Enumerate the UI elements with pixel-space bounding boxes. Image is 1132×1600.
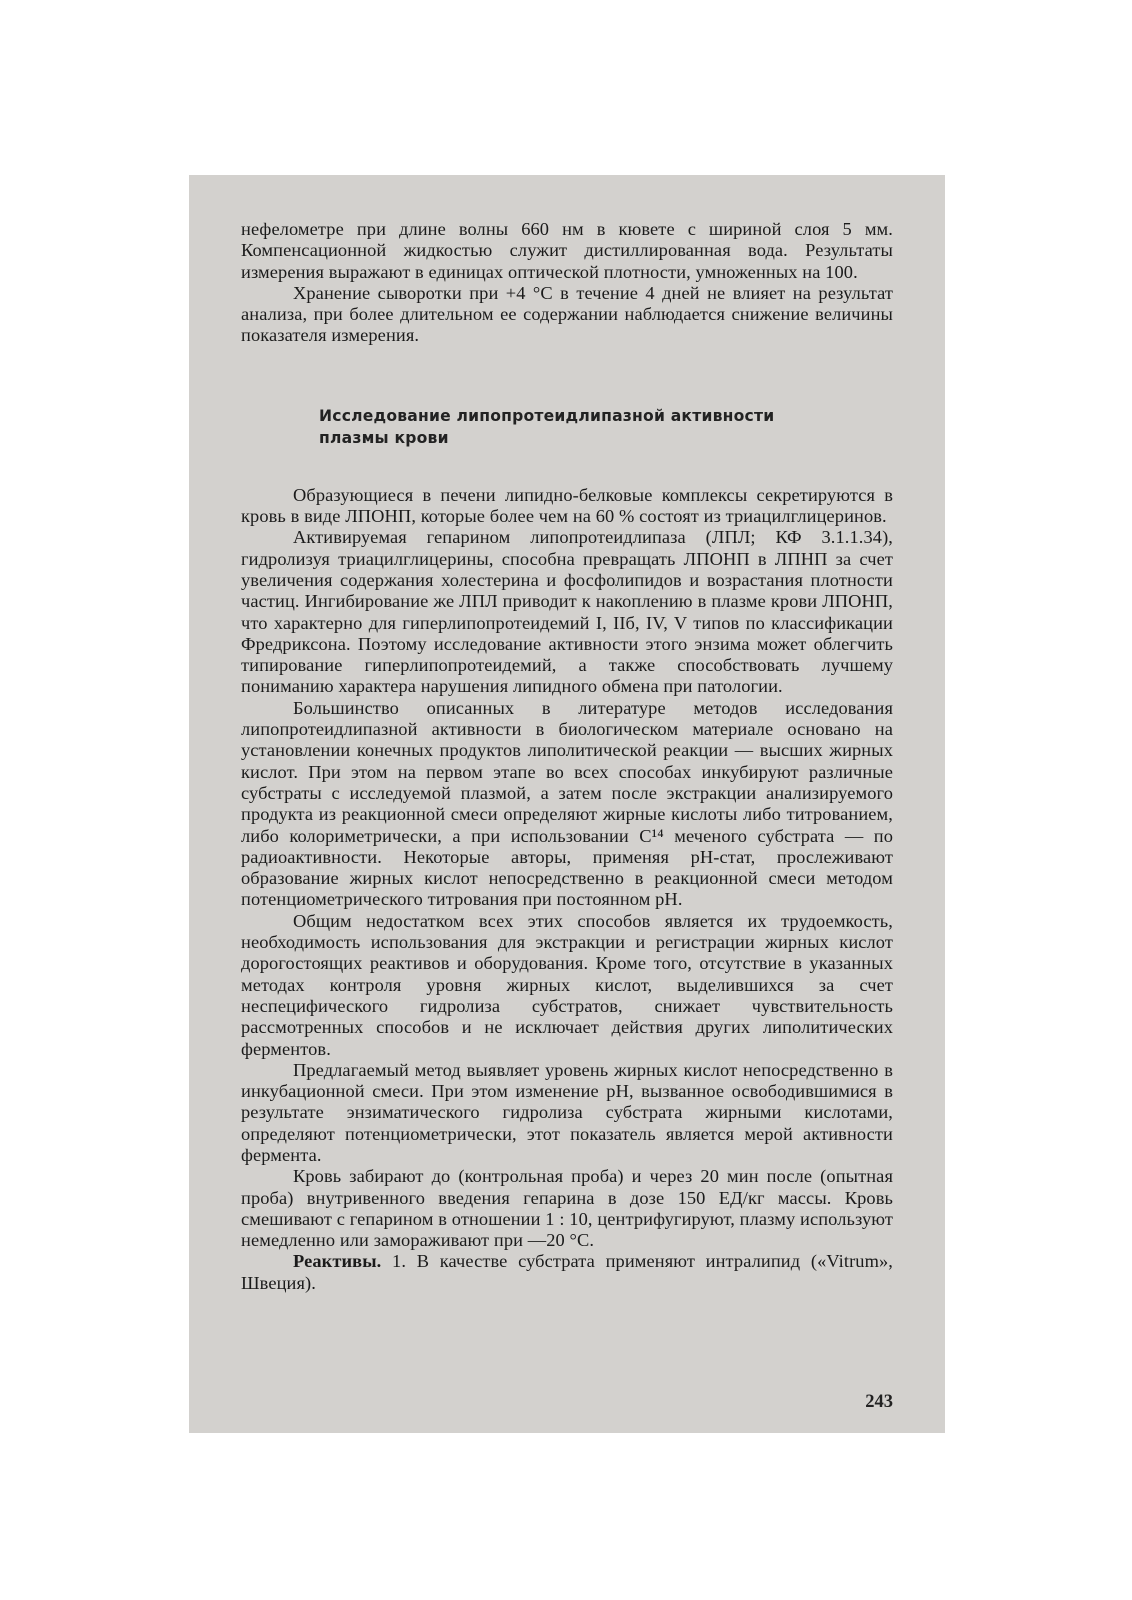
- section-body: [241, 485, 893, 1294]
- paragraph: Образующиеся в печени липидно-белковые комплексы секретируются в кровь в виде ЛПОНП, которые более чем на 60 % состоят из триацилглицеринов.: [241, 484, 893, 527]
- paragraph: Предлагаемый метод выявляет уровень жирных кислот непосредственно в инкубационной смеси. При этом изменение pH, вызванное освободившимися в результате энзиматического гидролиза субстрата жирными кислотами, определяют потенциометрически, этот показатель является мерой активности фермента.: [241, 1059, 893, 1165]
- paragraph-continued: нефелометре при длине волны 660 нм в кювете с шириной слоя 5 мм. Компенсационной жидкостью служит дистиллированная вода. Результаты измерения выражают в единицах оптической плотности, умноженных на 100.: [241, 219, 893, 282]
- section-heading: [319, 405, 893, 449]
- paragraph: Активируемая гепарином липопротеидлипаза (ЛПЛ; КФ 3.1.1.34), гидролизуя триацилглицерины, способна превращать ЛПОНП в ЛПНП за счет увеличения содержания холестерина и фосфолипидов и возрастания плотности частиц. Ингибирование же ЛПЛ приводит к накоплению в плазме крови ЛПОНП, что характерно для гиперлипопротеидемий I, IIб, IV, V типов по классификации Фредриксона. Поэтому исследование активности этого энзима может облегчить типирование гиперлипопротеидемий, а также способствовать лучшему пониманию характера нарушения липидного обмена при патологии.: [241, 527, 893, 697]
- paragraph: Большинство описанных в литературе методов исследования липопротеидлипазной активности в биологическом материале основано на установлении конечных продуктов липолитической реакции — высших жирных кислот. При этом на первом этапе во всех способах инкубируют различные субстраты с исследуемой плазмой, а затем после экстракции анализируемого продукта из реакционной смеси определяют жирные кислоты либо титрованием, либо колориметрически, а при использовании C¹⁴ меченого субстрата — по радиоактивности. Некоторые авторы, применяя pH-стат, прослеживают образование жирных кислот непосредственно в реакционной смеси методом потенциометрического титрования при постоянном pH.: [241, 697, 893, 910]
- paragraph: Кровь забирают до (контрольная проба) и через 20 мин после (опытная проба) внутривенного введения гепарина в дозе 150 ЕД/кг массы. Кровь смешивают с гепарином в отношении 1 : 10, центрифугируют, плазму используют немедленно или замораживают при —20 °С.: [241, 1166, 893, 1251]
- body-text: [241, 219, 893, 347]
- paragraph: Общим недостатком всех этих способов является их трудоемкость, необходимость использования для экстракции и регистрации жирных кислот дорогостоящих реактивов и оборудования. Кроме того, отсутствие в указанных методах контроля уровня жирных кислот, выделившихся за счет неспецифического гидролиза субстратов, снижает чувствительность рассмотренных способов и не исключает действия других липолитических ферментов.: [241, 910, 893, 1059]
- paragraph: Хранение сыворотки при +4 °С в течение 4 дней не влияет на результат анализа, при более длительном ее содержании наблюдается снижение величины показателя измерения.: [241, 282, 893, 346]
- reagents-label: Реактивы.: [293, 1251, 382, 1272]
- reagents-paragraph: [241, 1251, 893, 1294]
- section-heading-line: плазмы крови: [319, 428, 449, 447]
- book-page: [189, 175, 945, 1433]
- page-number: 243: [865, 1392, 893, 1412]
- reagents-text: 1. В качестве субстрата применяют интралипид («Vitrum», Швеция).: [241, 1251, 893, 1293]
- section-heading-line: Исследование липопротеидлипазной активности: [319, 406, 775, 425]
